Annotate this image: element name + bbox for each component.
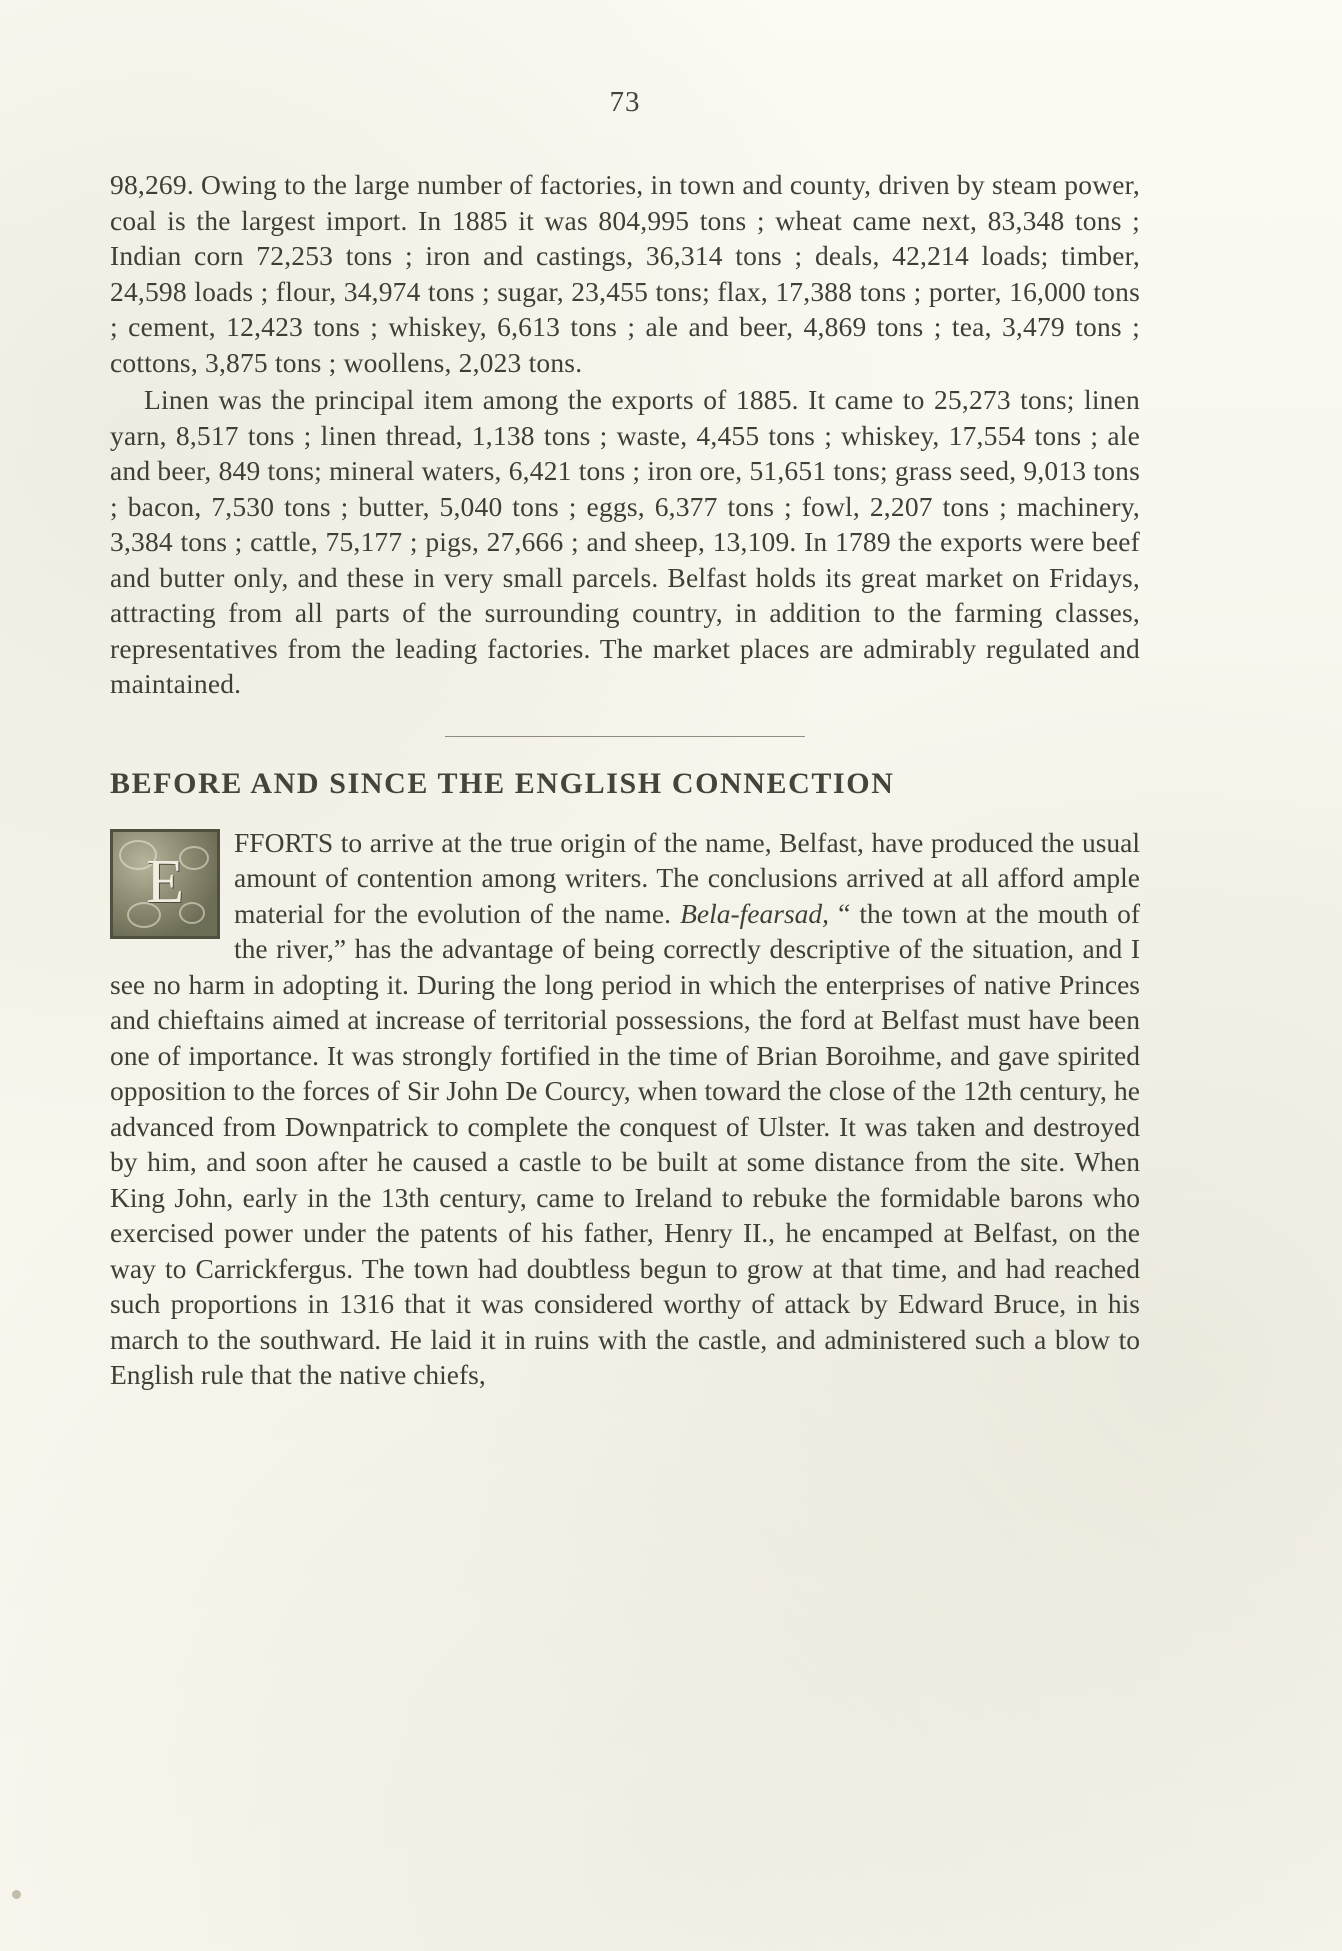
chapter-body xyxy=(110,825,1140,1393)
chapter-heading: BEFORE AND SINCE THE ENGLISH CONNECTION xyxy=(110,766,895,800)
chapter-continued-text: “ the town at the mouth of the river,” has the advantage of being correctly descriptive of the situation, and I see no harm in adopting it. During the long period in which the enterprises of native Princes and chieftains aimed at increase of territorial possessions, the ford at Belfast must have been one of importance. It was strongly fortified in the time of Brian Boroihme, and gave spirited opposition to the forces of Sir John De Courcy, when toward the close of the 12th century, he advanced from Downpatrick to complete the conquest of Ulster. It was taken and destroyed by him, and soon after he caused a castle to be built at some distance from the site. When King John, early in the 13th century, came to Ireland to rebuke the formidable barons who exercised power under the patents of his father, Henry II., he encamped at Belfast, on the way to Carrickfergus. The town had doubtless begun to grow at that time, and had reached such proportions in 1316 that it was considered worthy of attack by Edward Bruce, in his march to the southward. He laid it in ruins with the castle, and administered such a blow to English rule that the native chiefs, xyxy=(110,897,1140,1390)
page-content xyxy=(110,0,1140,1393)
chapter-opening-text: FFORTS to arrive at the true origin of the name, Belfast, have produced the usual amount of contention among writers. The conclusions arrived at all afford ample material for the evolution of the name. xyxy=(234,826,1140,929)
paragraph-imports: 98,269. Owing to the large number of factories, in town and county, driven by steam power, coal is the largest import. In 1885 it was 804,995 tons ; wheat came next, 83,348 tons ; Indian corn 72,253 tons ; iron and castings, 36,314 tons ; deals, 42,214 loads; timber, 24,598 loads ; flour, 34,974 tons ; sugar, 23,455 tons; flax, 17,388 tons ; porter, 16,000 tons ; cement, 12,423 tons ; whiskey, 6,613 tons ; ale and beer, 4,869 tons ; tea, 3,479 tons ; cottons, 3,875 tons ; woollens, 2,023 tons. xyxy=(110,169,1140,378)
page-blemish xyxy=(12,1890,21,1899)
section-divider xyxy=(445,736,805,737)
dropcap-letter: E xyxy=(146,847,184,916)
page-number: 73 xyxy=(609,86,641,118)
chapter-opening xyxy=(110,825,1140,1393)
chapter-italic-term: Bela-fearsad, xyxy=(680,897,830,929)
decorated-initial-icon xyxy=(110,829,220,939)
paragraph-exports: Linen was the principal item among the exports of 1885. It came to 25,273 tons; linen yarn, 8,517 tons ; linen thread, 1,138 tons ; waste, 4,455 tons ; whiskey, 17,554 tons ; ale and beer, 849 tons; mineral waters, 6,421 tons ; iron ore, 51,651 tons; grass seed, 9,013 tons ; bacon, 7,530 tons ; butter, 5,040 tons ; eggs, 6,377 tons ; fowl, 2,207 tons ; machinery, 3,384 tons ; cattle, 75,177 ; pigs, 27,666 ; and sheep, 13,109. In 1789 the exports were beef and butter only, and these in very small parcels. Belfast holds its great market on Fridays, attracting from all parts of the surrounding country, in addition to the farming classes, representatives from the leading factories. The market places are admirably regulated and maintained. xyxy=(110,384,1140,699)
